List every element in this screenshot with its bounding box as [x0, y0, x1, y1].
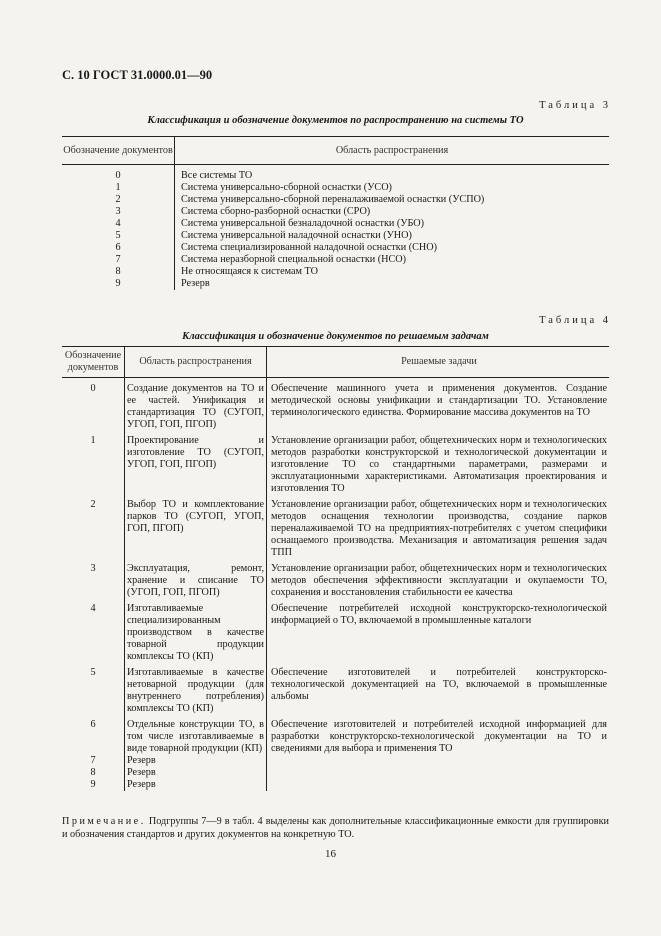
- table4-row: [62, 563, 609, 603]
- table3-area-cell: Не относящаяся к системам ТО: [181, 266, 318, 277]
- table4-code-cell: 4: [62, 603, 125, 667]
- table4-row: [62, 719, 609, 755]
- table3-row: [62, 218, 609, 230]
- table3-header-area: Область распространения: [175, 137, 610, 165]
- table4-area-cell: Резерв: [125, 779, 267, 791]
- table4-code-cell: 1: [62, 435, 125, 499]
- table4-tasks-cell: Установление организации работ, общетехнических норм и технологических методов разработки конструкторской и технологической документации и изготовление ТО со стандартными параметрами, размерами и эксплуатационными характеристиками. Автоматизация проектирования и изготовления ТО: [271, 435, 607, 494]
- table4-row: [62, 755, 609, 767]
- table4-header-area: Область распространения: [125, 347, 267, 378]
- table3-row: [62, 266, 609, 278]
- table4-tasks-cell: Установление организации работ, общетехнических норм и технологических методов оснащения технологии производства, создание парков переналаживаемой ТО на предприятиях-потребителях с учетом специфики оснащаемого производства. Механизация и автоматизация решения задач ТПП: [271, 499, 607, 558]
- table3-code-cell: 8: [62, 266, 175, 278]
- note-text: Подгруппы 7—9 в табл. 4 выделены как дополнительные классификационные емкости для группировки и обозначения стандартов и других документов на конкретную ТО.: [62, 816, 609, 840]
- table4-code-cell: 8: [62, 767, 125, 779]
- table4-row: [62, 667, 609, 719]
- table3-row: [62, 242, 609, 254]
- table3-label: Таблица 3: [539, 100, 611, 111]
- table3-row: [62, 206, 609, 218]
- table3-code-cell: 7: [62, 254, 175, 266]
- table4-tasks-cell: [267, 767, 610, 779]
- table4-area-cell: Эксплуатация, ремонт, хранение и списание ТО (УГОП, ГОП, ПГОП): [125, 563, 267, 603]
- table4-area-cell: Резерв: [125, 755, 267, 767]
- table4-area-cell: Изготавливаемые в качестве нетоварной продукции (для внутреннего потребления) комплексы ТО (КП): [125, 667, 267, 719]
- table4-tasks-cell: Обеспечение машинного учета и применения документов. Создание методической основы унификации и стандартизации ТО. Установление терминологического единства. Формирование массива документов на ТО: [271, 383, 607, 418]
- table4-area-cell: Проектирование и изготовление ТО (СУГОП, УГОП, ГОП, ПГОП): [125, 435, 267, 499]
- table4-row: [62, 603, 609, 667]
- table3-code-cell: 2: [62, 194, 175, 206]
- table4-area-cell: Резерв: [125, 767, 267, 779]
- note-prefix: Примечание.: [62, 816, 146, 827]
- table3-row: [62, 254, 609, 266]
- table4-header-tasks: Решаемые задачи: [267, 347, 610, 378]
- table3-header-code: Обозначение документов: [62, 137, 175, 165]
- table4-code-cell: 7: [62, 755, 125, 767]
- table3-area-cell: Система сборно-разборной оснастки (СРО): [181, 206, 371, 217]
- table4-area-cell: Выбор ТО и комплектование парков ТО (СУГОП, УГОП, ГОП, ПГОП): [125, 499, 267, 563]
- table3-area-cell: Система универсальной безналадочной оснастки (УБО): [181, 218, 425, 229]
- table4-code-cell: 0: [62, 378, 125, 436]
- table4-row: [62, 779, 609, 791]
- table3-area-cell: Система универсально-сборной оснастки (УСО): [181, 182, 392, 193]
- table3-row: [62, 230, 609, 242]
- table-note: [62, 815, 609, 841]
- table4-row: [62, 499, 609, 563]
- table4-header-code: Обозначение документов: [62, 347, 125, 378]
- table4-area-cell: Создание документов на ТО и ее частей. Унификация и стандартизация ТО (СУГОП, УГОП, ГОП, ПГОП): [125, 378, 267, 436]
- table4-title: Классификация и обозначение документов по решаемым задачам: [182, 331, 489, 342]
- table3-code-cell: 6: [62, 242, 175, 254]
- table4-tasks-cell: Обеспечение изготовителей и потребителей конструкторско-технологической документацией на ТО, включаемой в промышленные альбомы: [271, 667, 607, 702]
- table3-area-cell: Система универсальной наладочной оснастки (УНО): [181, 230, 412, 241]
- table3-row: [62, 194, 609, 206]
- table4-row: [62, 378, 609, 436]
- table4-tasks-cell: Обеспечение изготовителей и потребителей исходной информацией для разработки конструкторско-технологической документации на ТО и сведениями для выбора и применения ТО: [271, 719, 607, 754]
- table3-code-cell: 9: [62, 278, 175, 290]
- table4-area-cell: Изготавливаемые специализированным производством в качестве товарной продукции комплексы ТО (КП): [125, 603, 267, 667]
- table4-tasks-cell: Установление организации работ, общетехнических норм и технологических методов обеспечения эффективности эксплуатации и окупаемости ТО, сохранения и восстановления стабильности ее качества: [271, 563, 607, 598]
- page-number: 16: [325, 848, 336, 860]
- table3-title: Классификация и обозначение документов по распространению на системы ТО: [147, 115, 524, 126]
- table4-tasks-cell: [267, 755, 610, 767]
- table3-area-cell: Система универсально-сборной переналаживаемой оснастки (УСПО): [181, 194, 485, 205]
- table3-row: [62, 278, 609, 290]
- table3-area-cell: Резерв: [181, 278, 210, 289]
- table3-code-cell: 5: [62, 230, 175, 242]
- table4-code-cell: 2: [62, 499, 125, 563]
- table4-tasks-cell: [267, 779, 610, 791]
- table4-code-cell: 6: [62, 719, 125, 755]
- table4-code-cell: 3: [62, 563, 125, 603]
- table3-row: [62, 165, 609, 183]
- table3-area-cell: Все системы ТО: [181, 170, 253, 181]
- table4-label: Таблица 4: [539, 315, 611, 326]
- table3-area-cell: Система специализированной наладочной оснастки (СНО): [181, 242, 438, 253]
- page-header: С. 10 ГОСТ 31.0000.01—90: [62, 68, 213, 82]
- table4-area-cell: Отдельные конструкции ТО, в том числе изготавливаемые в виде товарной продукции (КП): [125, 719, 267, 755]
- table3-code-cell: 0: [62, 165, 175, 183]
- table3: [62, 137, 609, 290]
- table4-row: [62, 435, 609, 499]
- table3-area-cell: Система неразборной специальной оснастки (НСО): [181, 254, 407, 265]
- table4: [62, 346, 609, 791]
- table3-code-cell: 1: [62, 182, 175, 194]
- table3-code-cell: 4: [62, 218, 175, 230]
- table4-tasks-cell: Обеспечение потребителей исходной конструкторско-технологической информацией о ТО, включаемой в промышленные каталоги: [271, 603, 607, 626]
- table3-code-cell: 3: [62, 206, 175, 218]
- table4-code-cell: 5: [62, 667, 125, 719]
- table3-row: [62, 182, 609, 194]
- table4-row: [62, 767, 609, 779]
- table4-code-cell: 9: [62, 779, 125, 791]
